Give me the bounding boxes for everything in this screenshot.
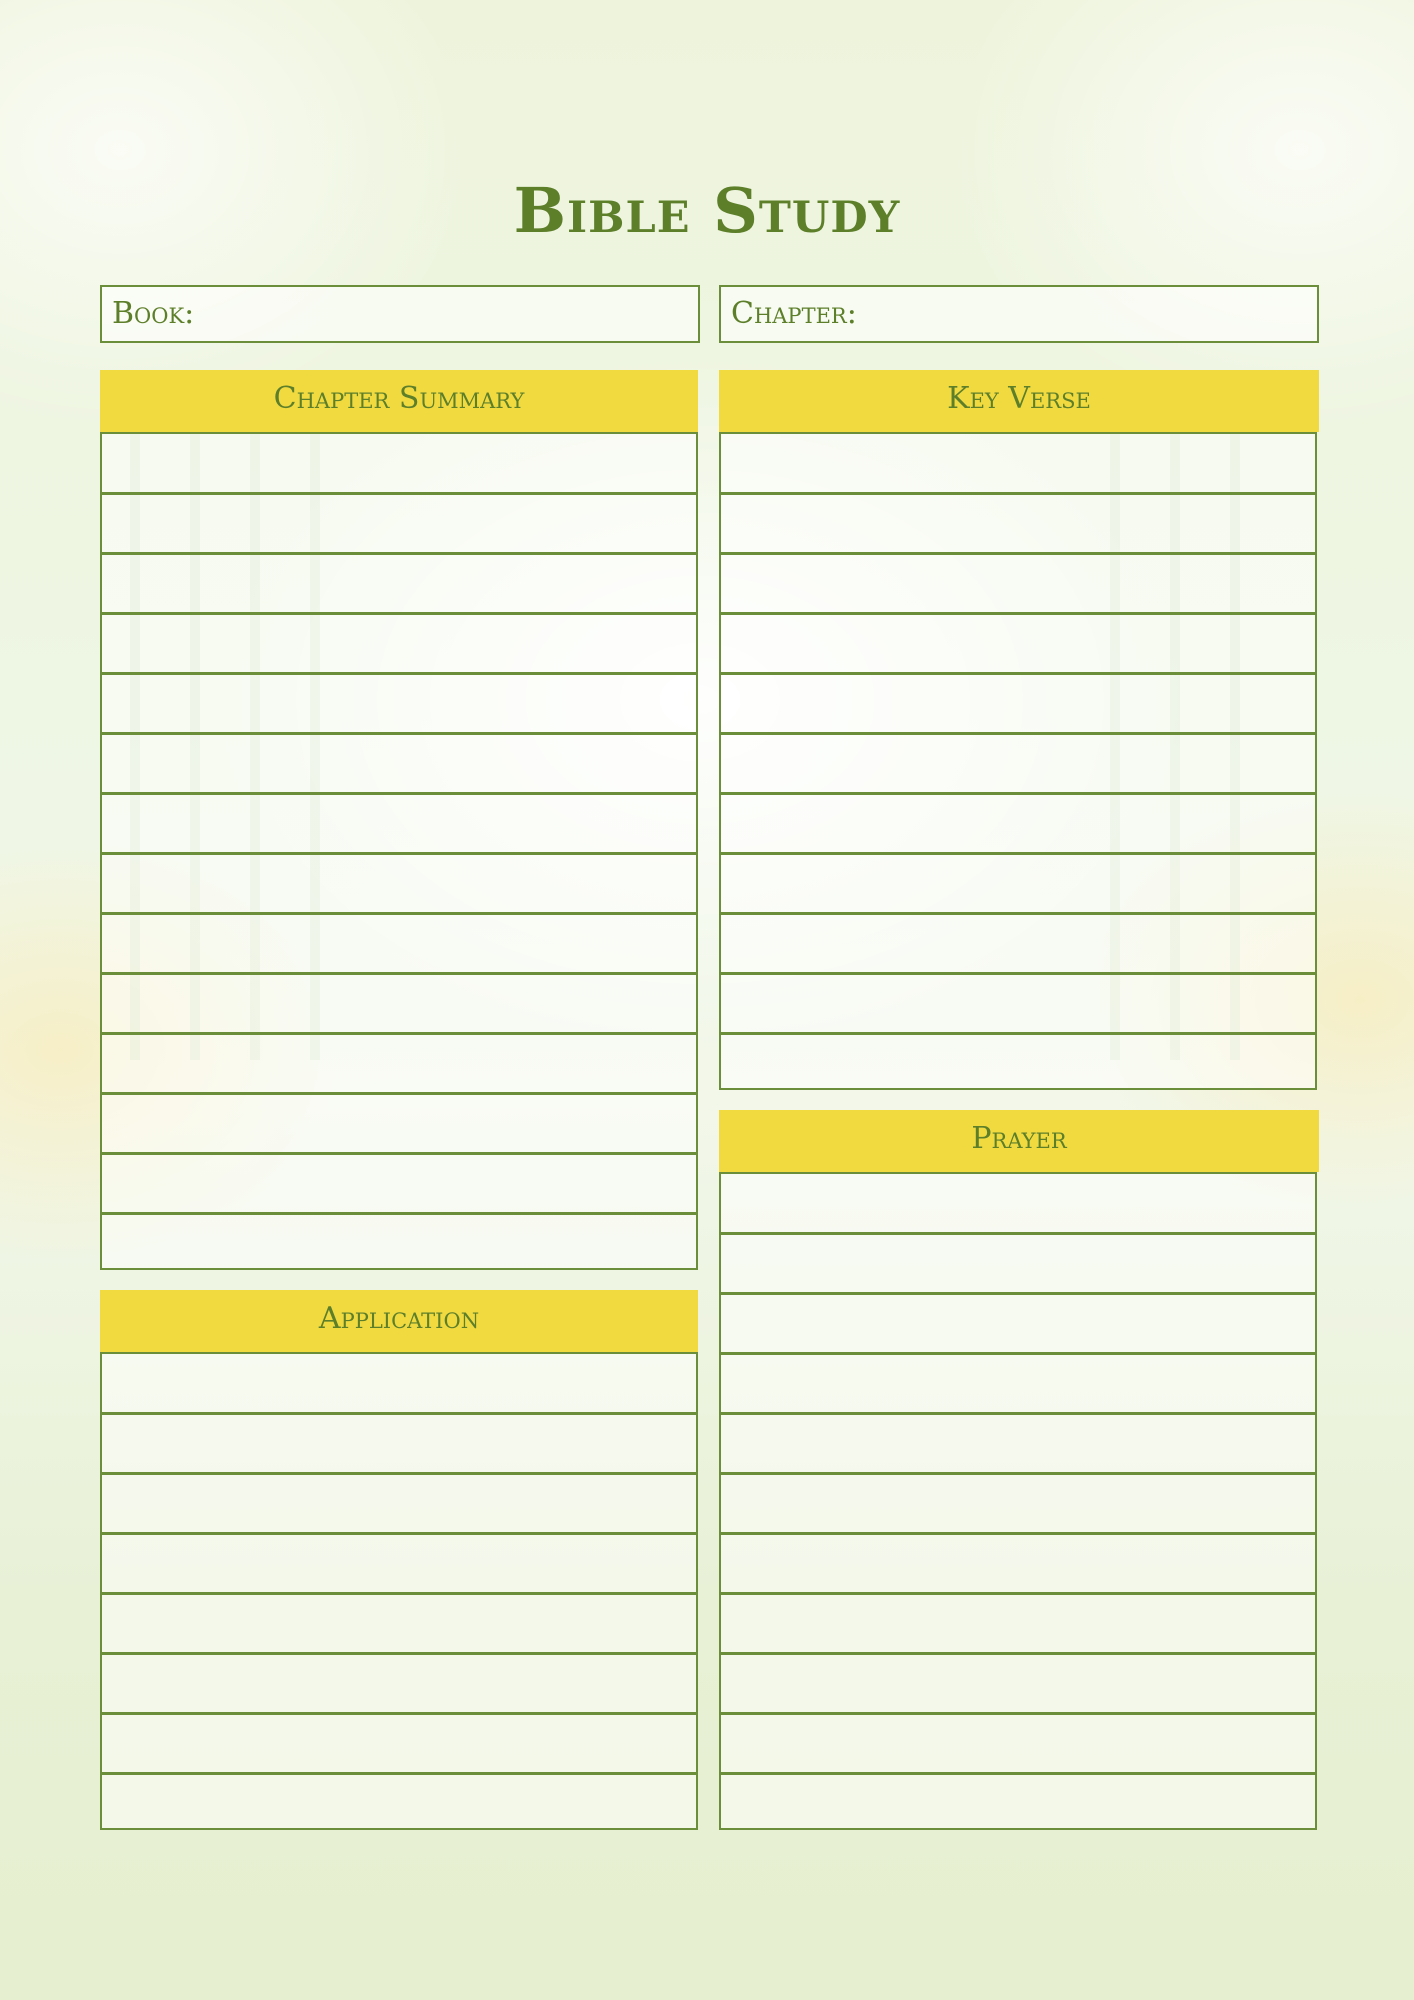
- writing-line: [102, 672, 696, 675]
- writing-line: [721, 1032, 1315, 1035]
- application-lines[interactable]: [100, 1352, 698, 1830]
- writing-line: [721, 552, 1315, 555]
- writing-line: [102, 1712, 696, 1715]
- writing-line: [102, 1032, 696, 1035]
- writing-line: [102, 1592, 696, 1595]
- key-verse-lines[interactable]: [719, 432, 1317, 1090]
- writing-line: [721, 972, 1315, 975]
- writing-line: [721, 1412, 1315, 1415]
- writing-line: [721, 1352, 1315, 1355]
- writing-line: [102, 492, 696, 495]
- chapter-summary-lines[interactable]: [100, 432, 698, 1270]
- writing-line: [102, 1772, 696, 1775]
- prayer-header: Prayer: [719, 1110, 1319, 1172]
- writing-line: [102, 792, 696, 795]
- chapter-field[interactable]: [719, 285, 1319, 343]
- writing-line: [721, 1712, 1315, 1715]
- writing-line: [721, 1772, 1315, 1775]
- writing-line: [102, 1212, 696, 1215]
- writing-line: [102, 1472, 696, 1475]
- writing-line: [721, 912, 1315, 915]
- writing-line: [102, 552, 696, 555]
- page-title: Bible Study: [513, 174, 901, 247]
- chapter-summary-header: Chapter Summary: [100, 370, 698, 432]
- writing-line: [721, 492, 1315, 495]
- writing-line: [102, 1152, 696, 1155]
- writing-line: [721, 612, 1315, 615]
- writing-line: [102, 1412, 696, 1415]
- writing-line: [102, 1652, 696, 1655]
- writing-line: [102, 972, 696, 975]
- writing-line: [721, 1292, 1315, 1295]
- writing-line: [721, 792, 1315, 795]
- prayer-lines[interactable]: [719, 1172, 1317, 1830]
- writing-line: [721, 672, 1315, 675]
- writing-line: [102, 612, 696, 615]
- book-field[interactable]: [100, 285, 700, 343]
- writing-line: [102, 732, 696, 735]
- writing-line: [721, 1652, 1315, 1655]
- chapter-label: Chapter:: [731, 296, 857, 331]
- writing-line: [721, 852, 1315, 855]
- writing-line: [721, 1532, 1315, 1535]
- writing-line: [102, 912, 696, 915]
- writing-line: [721, 1592, 1315, 1595]
- writing-line: [102, 852, 696, 855]
- writing-line: [721, 1472, 1315, 1475]
- writing-line: [102, 1532, 696, 1535]
- writing-line: [102, 1092, 696, 1095]
- book-label: Book:: [112, 296, 195, 331]
- application-header: Application: [100, 1290, 698, 1352]
- writing-line: [721, 1232, 1315, 1235]
- key-verse-header: Key Verse: [719, 370, 1319, 432]
- writing-line: [721, 732, 1315, 735]
